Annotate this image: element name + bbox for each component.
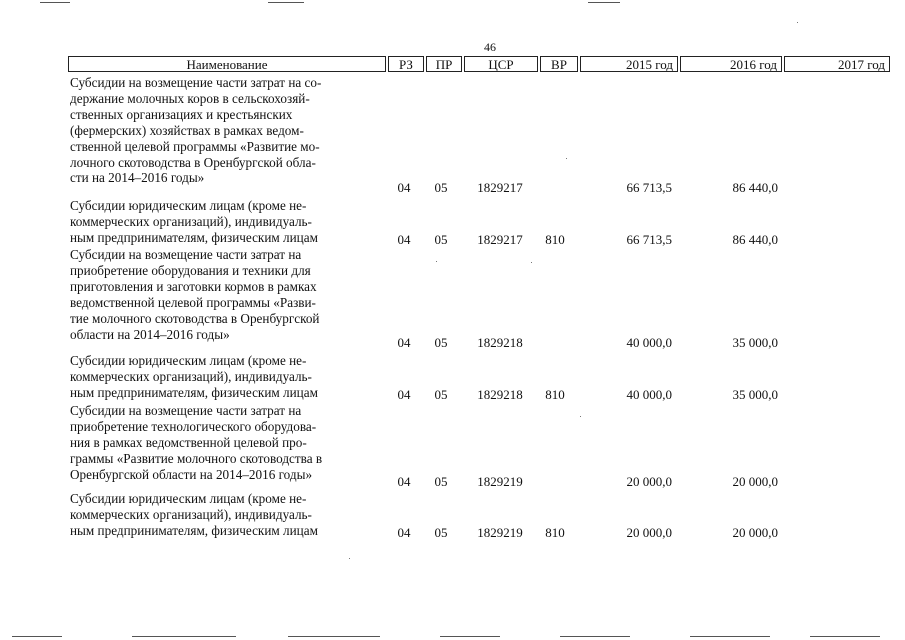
- row-csr: 1829218: [477, 335, 523, 350]
- page-number: 46: [484, 40, 496, 54]
- row-csr: 1829217: [477, 180, 523, 195]
- header-vr: ВР: [540, 56, 578, 72]
- header-2016: 2016 год: [680, 56, 782, 72]
- scan-artifact-top-left: [40, 2, 70, 3]
- scan-speck: [566, 158, 567, 159]
- row-2016: 86 440,0: [732, 180, 778, 195]
- header-pr: ПР: [426, 56, 462, 72]
- row-pr: 05: [434, 525, 448, 540]
- row-vr: 810: [545, 387, 565, 402]
- row-2015: 66 713,5: [626, 232, 672, 247]
- header-csr: ЦСР: [464, 56, 538, 72]
- row-name: Субсидии юридическим лицам (кроме не- коммерческих организаций), индивидуаль- ным предпринимателям, физическим лицам: [70, 353, 318, 400]
- header-name: Наименование: [68, 56, 386, 72]
- row-2015: 20 000,0: [626, 474, 672, 489]
- header-rz: РЗ: [388, 56, 424, 72]
- row-vr: 810: [545, 232, 565, 247]
- row-csr: 1829217: [477, 232, 523, 247]
- scan-speck: [436, 261, 437, 262]
- row-name: Субсидии юридическим лицам (кроме не- коммерческих организаций), индивидуаль- ным предпринимателям, физическим лицам: [70, 491, 318, 538]
- scan-speck: [531, 262, 532, 263]
- scan-artifact-bottom: [288, 636, 380, 637]
- row-name: Субсидии на возмещение части затрат на со- держание молочных коров в сельскохозяй- ственных организациях и крестьянских (фермерских) хозяйствах в рамках ведом- ственной целевой программы «Развитие мо- лочного скотоводства в Оренбургской обла- сти на 2014–2016 годы»: [70, 75, 322, 186]
- header-2015: 2015 год: [580, 56, 678, 72]
- scan-artifact-top-right: [588, 2, 620, 3]
- row-pr: 05: [434, 335, 448, 350]
- row-name: Субсидии на возмещение части затрат на приобретение оборудования и техники для приготовления и заготовки кормов в рамках ведомственной целевой программы «Разви- тие молочного скотоводства в Оренбургской области на 2014–2016 годы»: [70, 247, 320, 342]
- scan-artifact-bottom: [810, 636, 880, 637]
- row-rz: 04: [397, 180, 411, 195]
- row-2015: 20 000,0: [626, 525, 672, 540]
- row-name: Субсидии юридическим лицам (кроме не- коммерческих организаций), индивидуаль- ным предпринимателям, физическим лицам: [70, 198, 318, 245]
- scan-artifact-bottom: [690, 636, 770, 637]
- row-pr: 05: [434, 180, 448, 195]
- row-pr: 05: [434, 474, 448, 489]
- row-vr: 810: [545, 525, 565, 540]
- row-csr: 1829219: [477, 474, 523, 489]
- row-2016: 35 000,0: [732, 387, 778, 402]
- scan-speck: [580, 416, 581, 417]
- row-rz: 04: [397, 474, 411, 489]
- row-csr: 1829219: [477, 525, 523, 540]
- row-rz: 04: [397, 525, 411, 540]
- row-2015: 40 000,0: [626, 387, 672, 402]
- scan-speck: [797, 22, 798, 23]
- header-2017: 2017 год: [784, 56, 890, 72]
- scan-artifact-bottom: [560, 636, 630, 637]
- row-rz: 04: [397, 232, 411, 247]
- row-2016: 86 440,0: [732, 232, 778, 247]
- row-rz: 04: [397, 387, 411, 402]
- row-2016: 20 000,0: [732, 525, 778, 540]
- scan-artifact-top-center: [268, 2, 304, 3]
- scan-speck: [349, 558, 350, 559]
- scan-artifact-bottom: [12, 636, 62, 637]
- row-2015: 66 713,5: [626, 180, 672, 195]
- row-rz: 04: [397, 335, 411, 350]
- row-2016: 35 000,0: [732, 335, 778, 350]
- row-2016: 20 000,0: [732, 474, 778, 489]
- row-csr: 1829218: [477, 387, 523, 402]
- row-2015: 40 000,0: [626, 335, 672, 350]
- row-pr: 05: [434, 232, 448, 247]
- row-name: Субсидии на возмещение части затрат на приобретение технологического оборудова- ния в рамках ведомственной целевой про- граммы «Развитие молочного скотоводства в Оренбургской области на 2014–2016 годы»: [70, 403, 323, 482]
- scan-artifact-bottom: [440, 636, 500, 637]
- scan-artifact-bottom: [132, 636, 236, 637]
- row-pr: 05: [434, 387, 448, 402]
